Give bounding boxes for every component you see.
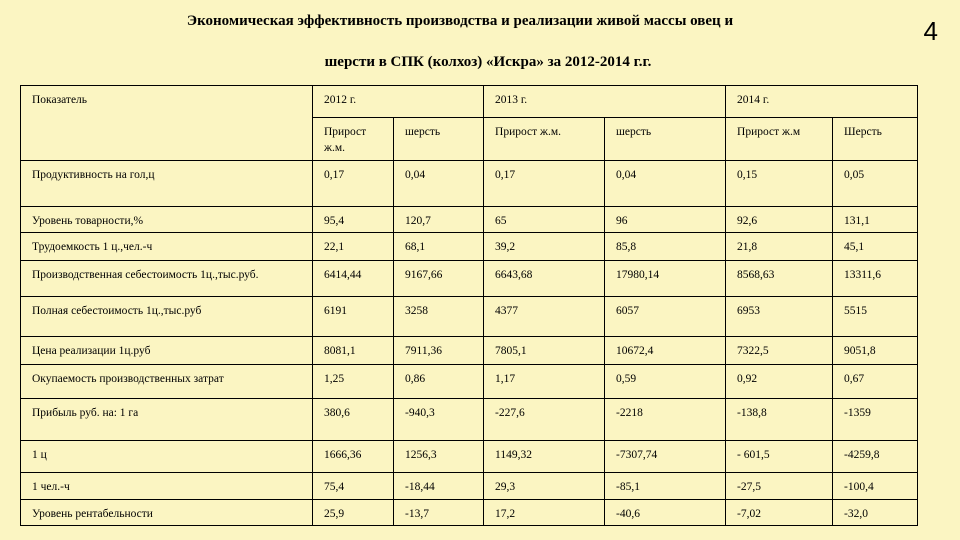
table-row: [21, 233, 918, 260]
table-cell: 1,17: [484, 365, 605, 399]
table-cell: -2218: [605, 399, 726, 441]
table-cell: - 601,5: [726, 441, 833, 472]
table-cell: 68,1: [394, 233, 484, 260]
table-row: [21, 499, 918, 525]
table-row: [21, 207, 918, 233]
table-cell: 5515: [833, 297, 918, 337]
table-cell: 45,1: [833, 233, 918, 260]
efficiency-table: [20, 85, 918, 526]
table-cell: 0,59: [605, 365, 726, 399]
table-cell: 92,6: [726, 207, 833, 233]
header-indicator: Показатель: [21, 86, 313, 161]
row-label: Трудоемкость 1 ц.,чел.-ч: [21, 233, 313, 260]
table-cell: 39,2: [484, 233, 605, 260]
table-cell: -227,6: [484, 399, 605, 441]
table-cell: 17980,14: [605, 260, 726, 297]
table-cell: 6191: [313, 297, 394, 337]
row-label: 1 ц: [21, 441, 313, 472]
row-label: Уровень товарности,%: [21, 207, 313, 233]
row-label: Полная себестоимость 1ц.,тыс.руб: [21, 297, 313, 337]
table-cell: -940,3: [394, 399, 484, 441]
table-cell: 9167,66: [394, 260, 484, 297]
table-cell: 7322,5: [726, 336, 833, 364]
table-cell: 85,8: [605, 233, 726, 260]
table-cell: 0,05: [833, 161, 918, 207]
table-cell: 25,9: [313, 499, 394, 525]
table-cell: 6643,68: [484, 260, 605, 297]
table-cell: 131,1: [833, 207, 918, 233]
table-cell: 6953: [726, 297, 833, 337]
table-cell: 7911,36: [394, 336, 484, 364]
table-cell: 1149,32: [484, 441, 605, 472]
header-year: 2012 г.: [313, 86, 484, 118]
table-cell: 0,04: [394, 161, 484, 207]
table-cell: 1256,3: [394, 441, 484, 472]
row-label: Уровень рентабельности: [21, 499, 313, 525]
table-cell: 7805,1: [484, 336, 605, 364]
table-cell: 3258: [394, 297, 484, 337]
table-cell: -138,8: [726, 399, 833, 441]
table-cell: -18,44: [394, 472, 484, 499]
table-cell: -40,6: [605, 499, 726, 525]
table-cell: 10672,4: [605, 336, 726, 364]
table-cell: -4259,8: [833, 441, 918, 472]
row-label: Продуктивность на гол,ц: [21, 161, 313, 207]
table-cell: 22,1: [313, 233, 394, 260]
table-cell: 0,86: [394, 365, 484, 399]
table-row: [21, 365, 918, 399]
table-cell: 96: [605, 207, 726, 233]
row-label: Окупаемость производственных затрат: [21, 365, 313, 399]
table-cell: 0,17: [484, 161, 605, 207]
header-subheader: Прирост ж.м: [726, 118, 833, 161]
table-cell: -7,02: [726, 499, 833, 525]
header-subheader: шерсть: [394, 118, 484, 161]
table-cell: 8568,63: [726, 260, 833, 297]
table-cell: -100,4: [833, 472, 918, 499]
row-label: Прибыль руб. на: 1 га: [21, 399, 313, 441]
table-row: [21, 336, 918, 364]
table-cell: 0,04: [605, 161, 726, 207]
header-row-years: [21, 86, 918, 118]
table-row: [21, 260, 918, 297]
table-cell: -85,1: [605, 472, 726, 499]
row-label: 1 чел.-ч: [21, 472, 313, 499]
table-cell: 21,8: [726, 233, 833, 260]
table-row: [21, 161, 918, 207]
table-row: [21, 399, 918, 441]
title-line-1: Экономическая эффективность производства и реализации живой массы овец и: [186, 13, 734, 29]
table-cell: 29,3: [484, 472, 605, 499]
table-cell: 13311,6: [833, 260, 918, 297]
table-cell: -1359: [833, 399, 918, 441]
table-cell: 380,6: [313, 399, 394, 441]
table-cell: 75,4: [313, 472, 394, 499]
table-cell: 1666,36: [313, 441, 394, 472]
header-subheader: Шерсть: [833, 118, 918, 161]
row-label: Цена реализации 1ц.руб: [21, 336, 313, 364]
table-cell: -13,7: [394, 499, 484, 525]
table-cell: 6414,44: [313, 260, 394, 297]
page-number: 4: [923, 16, 938, 46]
table-cell: 0,15: [726, 161, 833, 207]
table-cell: 4377: [484, 297, 605, 337]
table-cell: 0,17: [313, 161, 394, 207]
table-cell: 95,4: [313, 207, 394, 233]
table-cell: 0,92: [726, 365, 833, 399]
table-cell: 6057: [605, 297, 726, 337]
row-label: Производственная себестоимость 1ц.,тыс.руб.: [21, 260, 313, 297]
header-year: 2013 г.: [484, 86, 726, 118]
table-cell: -32,0: [833, 499, 918, 525]
table-cell: -7307,74: [605, 441, 726, 472]
table-row: [21, 297, 918, 337]
table-row: [21, 472, 918, 499]
table-cell: 0,67: [833, 365, 918, 399]
header-subheader: Прирост ж.м.: [484, 118, 605, 161]
table-row: [21, 441, 918, 472]
table-cell: -27,5: [726, 472, 833, 499]
header-subheader: Прирост ж.м.: [313, 118, 394, 161]
table-cell: 1,25: [313, 365, 394, 399]
table-cell: 17,2: [484, 499, 605, 525]
table-cell: 120,7: [394, 207, 484, 233]
table-cell: 9051,8: [833, 336, 918, 364]
table-body: [21, 86, 918, 526]
table-cell: 8081,1: [313, 336, 394, 364]
table-cell: 65: [484, 207, 605, 233]
header-year: 2014 г.: [726, 86, 918, 118]
header-subheader: шерсть: [605, 118, 726, 161]
title-line-2: шерсти в СПК (колхоз) «Искра» за 2012-2014 г.г.: [324, 54, 652, 70]
